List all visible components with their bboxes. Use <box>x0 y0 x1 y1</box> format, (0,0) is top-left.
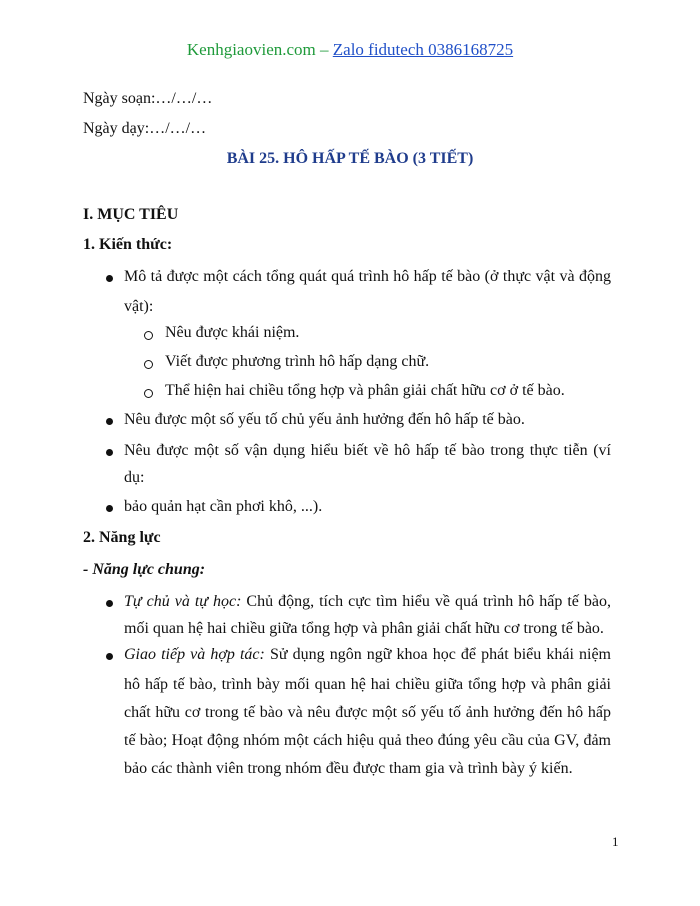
knowledge-b1-line2: vật): <box>124 298 154 315</box>
knowledge-b4: bảo quản hạt cần phơi khô, ...). <box>124 498 323 515</box>
knowledge-c2: Viết được phương trình hô hấp dạng chữ. <box>165 353 430 370</box>
circle-bullet <box>144 389 153 398</box>
section-muc-tieu: I. MỤC TIÊU <box>83 206 179 223</box>
circle-bullet <box>144 360 153 369</box>
competence-tc-line2: mối quan hệ hai chiều giữa tổng hợp và phân giải chất hữu cơ trong tế bào. <box>124 620 604 637</box>
competence-gt-line3: chất hữu cơ trong tế bào và nêu được một số yếu tố ảnh hưởng đến hô hấp <box>124 704 611 721</box>
subsection-nang-luc: 2. Năng lực <box>83 529 161 546</box>
knowledge-b3-line2: dụ: <box>124 469 145 486</box>
bullet-dot <box>106 505 113 512</box>
knowledge-b1-line1: Mô tả được một cách tổng quát quá trình hô hấp tế bào (ở thực vật và động <box>124 268 611 285</box>
knowledge-c1: Nêu được khái niệm. <box>165 324 300 341</box>
site-name: Kenhgiaovien.com <box>186 40 316 59</box>
nang-luc-chung: - Năng lực chung: <box>83 561 206 578</box>
competence-gt-line5: bảo các thành viên trong nhóm đều được tham gia và trình bày ý kiến. <box>124 760 573 777</box>
page-header <box>0 40 700 60</box>
knowledge-b3-line1: Nêu được một số vận dụng hiểu biết về hô hấp tế bào trong thực tiễn (ví <box>124 442 611 459</box>
bullet-dot <box>106 418 113 425</box>
bullet-dot <box>106 449 113 456</box>
competence-gt-line4: tế bào; Hoạt động nhóm một cách hiệu quả theo đúng yêu cầu của GV, đảm <box>124 732 611 749</box>
bullet-dot <box>106 275 113 282</box>
ngay-soan: Ngày soạn:…/…/… <box>83 90 213 107</box>
competence-gt-line2: hô hấp tế bào, trình bày mối quan hệ hai chiều giữa tổng hợp và phân giải <box>124 676 611 693</box>
knowledge-b2: Nêu được một số yếu tố chủ yếu ảnh hưởng đến hô hấp tế bào. <box>124 411 525 428</box>
page-number: 1 <box>612 834 619 849</box>
competence-tc-label: Tự chủ và tự học: <box>124 593 242 610</box>
competence-gt-label: Giao tiếp và hợp tác: <box>124 646 265 663</box>
circle-bullet <box>144 331 153 340</box>
header-separator: – <box>315 40 333 59</box>
zalo-link[interactable]: Zalo fidutech 0386168725 <box>332 40 514 59</box>
bullet-dot <box>106 653 113 660</box>
subsection-kien-thuc: 1. Kiến thức: <box>83 236 173 253</box>
competence-tc-text: Chủ động, tích cực tìm hiểu về quá trình hô hấp tế bào, <box>241 593 612 610</box>
lesson-title: BÀI 25. HÔ HẤP TẾ BÀO (3 TIẾT) <box>226 150 474 167</box>
competence-gt-line1 <box>124 646 611 664</box>
bullet-dot <box>106 600 113 607</box>
competence-tc-line1 <box>124 593 611 611</box>
knowledge-c3: Thể hiện hai chiều tổng hợp và phân giải chất hữu cơ ở tế bào. <box>165 382 565 399</box>
ngay-day: Ngày dạy:…/…/… <box>83 120 207 137</box>
competence-gt-text: Sử dụng ngôn ngữ khoa học để phát biểu khái niệm <box>264 646 611 663</box>
